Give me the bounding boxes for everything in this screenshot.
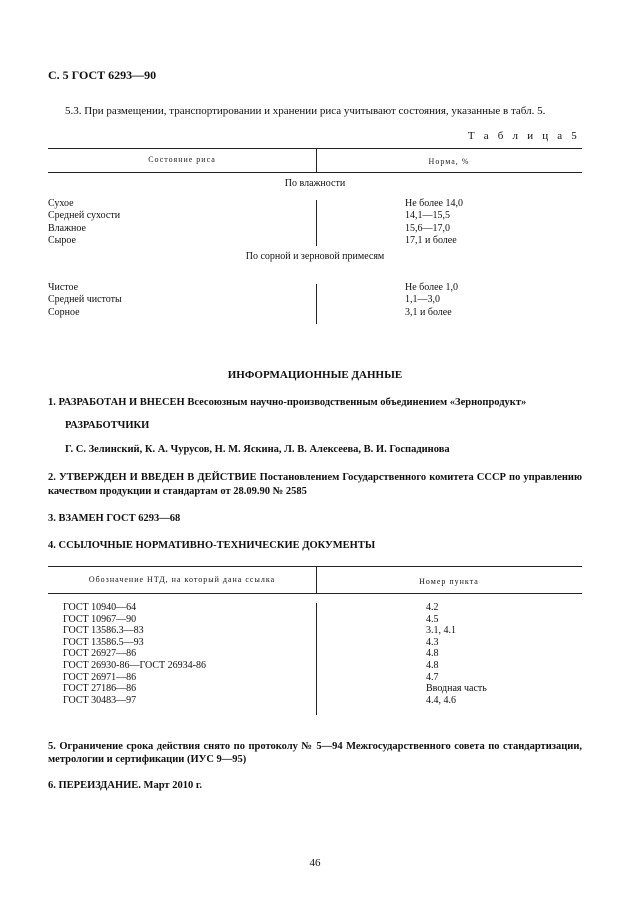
ref-points-column xyxy=(426,602,487,706)
ref-col-point-header: Номер пункта xyxy=(419,577,479,586)
table-section-moisture: По влажности xyxy=(284,178,346,189)
ref-docs-column xyxy=(63,602,206,706)
table-section-impurities: По сорной и зерновой примесям xyxy=(245,251,385,262)
ref-table-header-rule xyxy=(48,593,582,594)
info-title: ИНФОРМАЦИОННЫЕ ДАННЫЕ xyxy=(227,369,403,381)
list-item: Не более 1,0 xyxy=(405,282,458,293)
table-row: ГОСТ 13586.3—83 xyxy=(63,625,144,637)
moisture-norms xyxy=(405,198,463,247)
list-item: 14,1—15,5 xyxy=(405,210,450,222)
list-item: 17,1 и более xyxy=(405,234,457,246)
table-header-rule xyxy=(48,172,582,173)
info-item-1: 1. РАЗРАБОТАН И ВНЕСЕН Всесоюзным научно-производственным объединением «Зернопродукт» xyxy=(48,397,527,408)
ref-table-divider xyxy=(316,603,317,715)
info-item-4: 4. ССЫЛОЧНЫЕ НОРМАТИВНО-ТЕХНИЧЕСКИЕ ДОКУМЕНТЫ xyxy=(48,540,376,551)
info-item-6: 6. ПЕРЕИЗДАНИЕ. Март 2010 г. xyxy=(48,780,203,791)
table-col-norm-header: Норма, % xyxy=(428,157,470,166)
table-divider-2 xyxy=(316,284,317,324)
list-item: Средней сухости xyxy=(48,210,121,222)
developers-list: Г. С. Зелинский, К. А. Чурусов, Н. М. Яскина, Л. В. Алексеева, В. И. Госпадинова xyxy=(65,444,450,455)
table-row: 3.1, 4.1 xyxy=(426,625,456,637)
list-item: Чистое xyxy=(48,282,79,293)
table-row: ГОСТ 10967—90 xyxy=(63,613,137,625)
table-col-state-header: Состояние риса xyxy=(148,155,216,164)
table-row: 4.3 xyxy=(426,636,439,648)
table-row: 4.7 xyxy=(426,671,439,683)
list-item: Сырое xyxy=(48,234,76,246)
impurity-norms xyxy=(405,282,458,319)
table-row: 4.8 xyxy=(426,648,439,660)
table-row: 4.2 xyxy=(426,602,439,613)
table-row: Вводная часть xyxy=(426,683,487,695)
table-row: ГОСТ 10940—64 xyxy=(63,602,137,613)
list-item: 15,6—17,0 xyxy=(405,222,450,234)
table-row: 4.4, 4.6 xyxy=(426,694,456,706)
clause-5-3: 5.3. При размещении, транспортировании и хранении риса учитывают состояния, указанные в табл. 5. xyxy=(65,105,546,117)
table-row: ГОСТ 13586.5—93 xyxy=(63,636,144,648)
info-item-3: 3. ВЗАМЕН ГОСТ 6293—68 xyxy=(48,513,181,524)
list-item: Не более 14,0 xyxy=(405,198,463,209)
table-row: 4.5 xyxy=(426,613,439,625)
developers-label: РАЗРАБОТЧИКИ xyxy=(65,420,150,431)
info-item-5: 5. Ограничение срока действия снято по протоколу № 5—94 Межгосударственного совета по стандартизации, метрологии и сертификации (ИУС 9—95) xyxy=(48,741,582,765)
page-number: 46 xyxy=(309,857,321,869)
table-divider-1 xyxy=(316,200,317,246)
table-row: 4.8 xyxy=(426,659,439,671)
list-item: 3,1 и более xyxy=(405,306,452,318)
impurity-states xyxy=(48,282,122,319)
moisture-states xyxy=(48,198,120,247)
table-row: ГОСТ 26927—86 xyxy=(63,648,137,660)
ref-table-top-rule xyxy=(48,566,582,567)
list-item: Сорное xyxy=(48,306,80,318)
info-item-2: 2. УТВЕРЖДЕН И ВВЕДЕН В ДЕЙСТВИЕ Постановлением Государственного комитета СССР по управлению качеством продукции и стандартам от 28.09.90 № 2585 xyxy=(48,472,582,497)
table-row: ГОСТ 30483—97 xyxy=(63,694,137,706)
list-item: Сухое xyxy=(48,198,74,209)
table-caption: Т а б л и ц а 5 xyxy=(467,130,580,142)
list-item: 1,1—3,0 xyxy=(405,294,440,306)
ref-col-doc-header: Обозначение НТД, на который дана ссылка xyxy=(88,575,276,584)
table-row: ГОСТ 26971—86 xyxy=(63,671,137,683)
table-row: ГОСТ 26930-86—ГОСТ 26934-86 xyxy=(63,659,206,671)
table-row: ГОСТ 27186—86 xyxy=(63,683,137,695)
list-item: Влажное xyxy=(48,222,86,234)
page-header: С. 5 ГОСТ 6293—90 xyxy=(48,68,157,82)
table-top-rule xyxy=(48,148,582,149)
list-item: Средней чистоты xyxy=(48,294,122,306)
